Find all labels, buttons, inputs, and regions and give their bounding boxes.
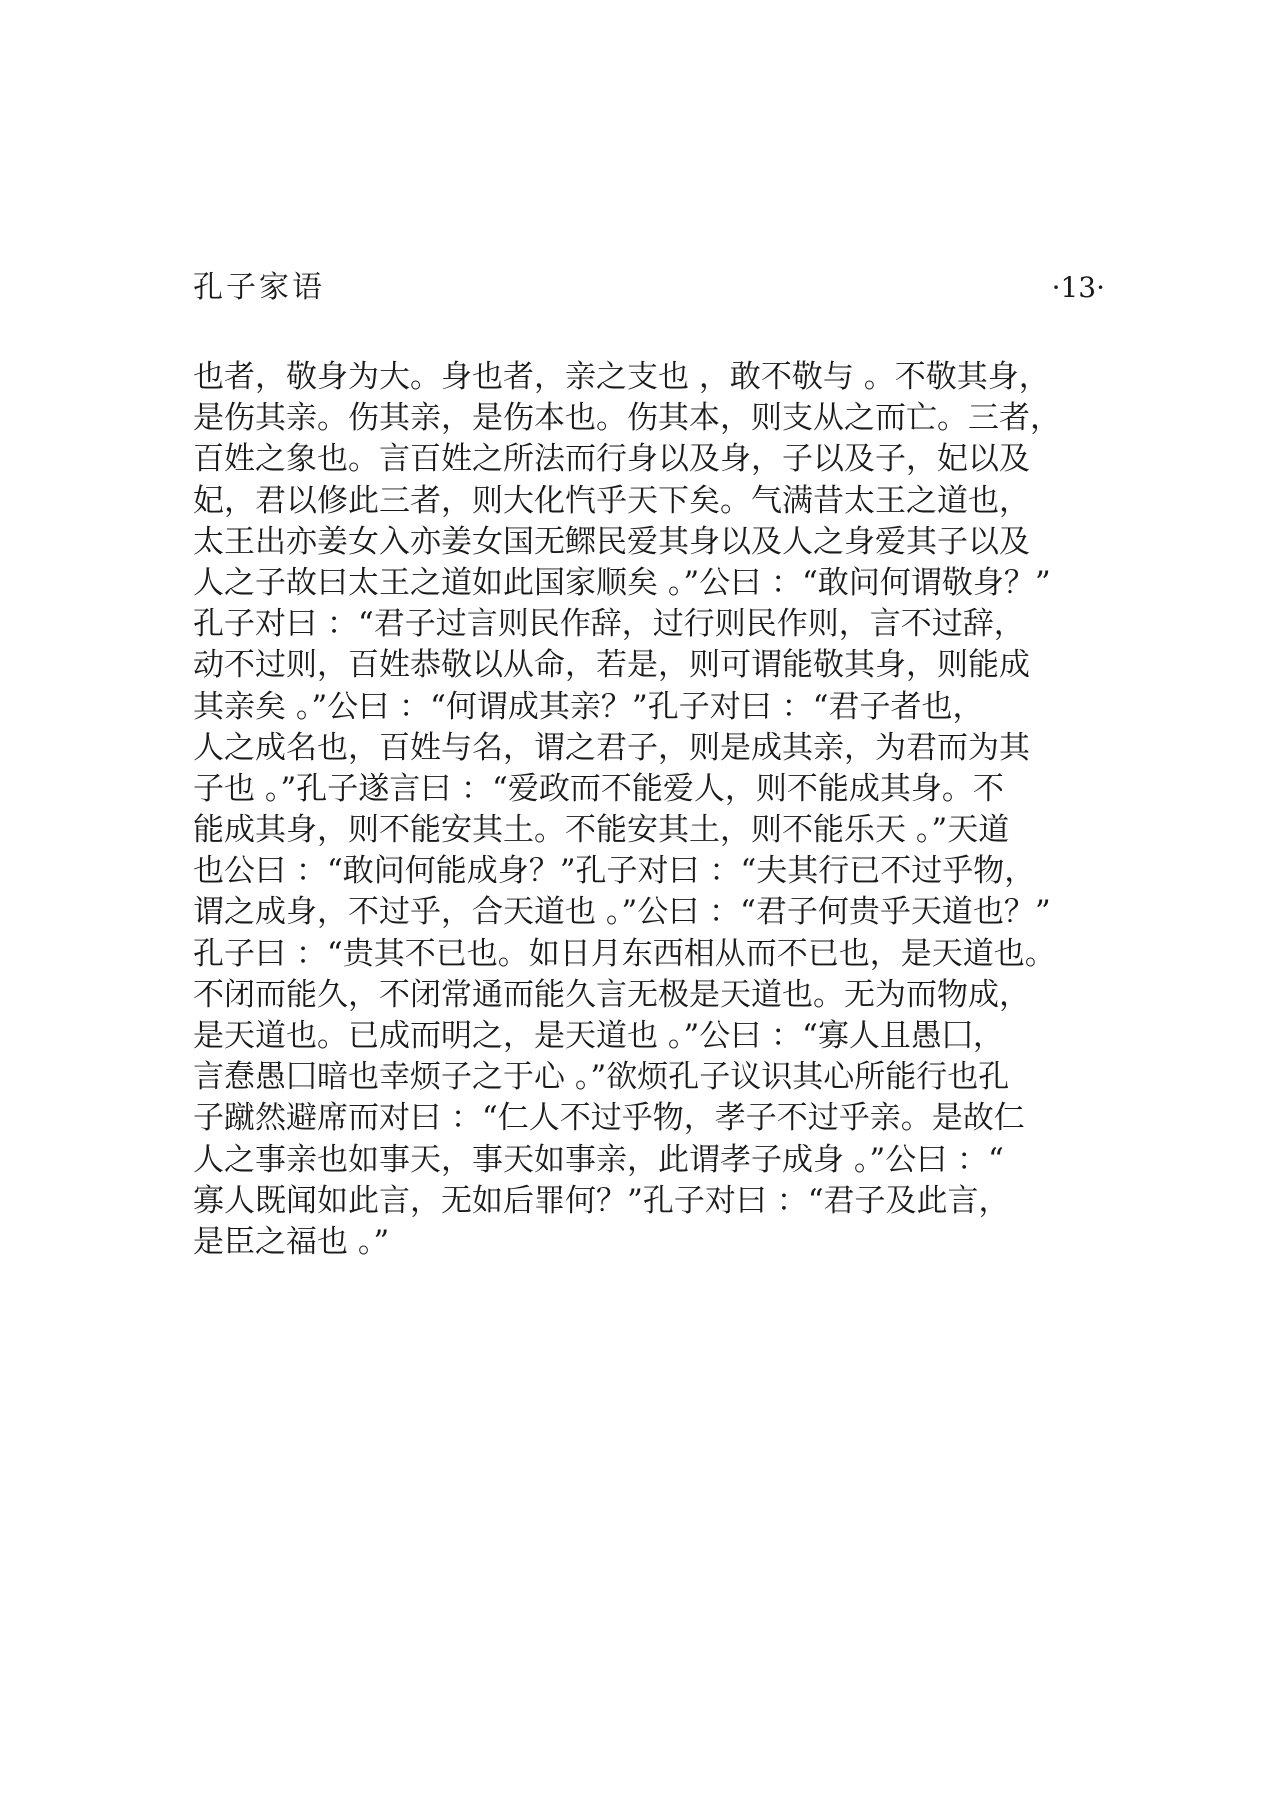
text-line: 是天道也。已成而明之，是天道也 。”公曰 ：“寡人且愚囗， [193, 1018, 1004, 1054]
page-number: ·13· [1051, 271, 1105, 304]
text-line: 孔子曰 ：“贵其不已也。如日月东西相从而不已也，是天道也。 [193, 935, 1056, 972]
book-title: 孔子家语 [193, 270, 325, 305]
text-line: 是臣之福也 。” [193, 1223, 390, 1260]
running-header [193, 268, 1105, 308]
text-line: 也公曰 ：“敢问何能成身？”孔子对曰 ：“夫其行已不过乎物， [193, 853, 1036, 890]
text-line: 能成其身，则不能安其土。不能安其土，则不能乐天 。”天道 [193, 812, 1010, 849]
text-line: 子也 。”孔子遂言曰 ：“爱政而不能爱人，则不能成其身。不 [193, 770, 1004, 807]
text-line: 言惷愚囗暗也幸烦子之于心 。”欲烦孔子议识其心所能行也孔 [193, 1059, 1010, 1096]
text-line: 寡人既闻如此言，无如后罪何？”孔子对曰 ：“君子及此言， [193, 1182, 1010, 1219]
text-line: 人之子故曰太王之道如此国家顺矣 。”公曰 ：“敢问何谓敬身？” [193, 564, 1051, 601]
text-line: 妃，君以修此三者，则大化忾乎天下矣。气满昔太王之道也， [193, 482, 1030, 519]
body-text [193, 357, 1173, 1263]
text-line: 动不过则，百姓恭敬以从命，若是，则可谓能敬其身，则能成 [193, 647, 1030, 684]
text-line: 也者，敬身为大。身也者，亲之支也 ，敢不敬与 。不敬其身， [193, 359, 1050, 395]
text-line: 不闭而能久，不闭常通而能久言无极是天道也。无为而物成， [193, 976, 1030, 1013]
text-line: 是伤其亲。伤其亲，是伤本也。伤其本，则支从之而亡。三者， [193, 400, 1061, 437]
text-line: 人之成名也，百姓与名，谓之君子，则是成其亲，为君而为其 [193, 729, 1030, 766]
text-line: 孔子对曰 ：“君子过言则民作辞，过行则民作则，言不过辞， [193, 606, 1025, 643]
text-line: 子蹴然避席而对曰 ：“仁人不过乎物，孝子不过乎亲。是故仁 [193, 1100, 1025, 1137]
text-line: 太王出亦姜女入亦姜女国无鳏民爱其身以及人之身爱其子以及 [193, 523, 1030, 560]
text-line: 百姓之象也。言百姓之所法而行身以及身，子以及子，妃以及 [193, 441, 1030, 478]
text-line: 谓之成身，不过乎，合天道也 。”公曰 ：“君子何贵乎天道也？” [193, 894, 1051, 931]
text-line: 其亲矣 。”公曰 ：“何谓成其亲？”孔子对曰 ：“君子者也， [193, 688, 984, 725]
text-line: 人之事亲也如事天，事天如事亲，此谓孝子成身 。”公曰 ：“ [193, 1141, 1004, 1178]
